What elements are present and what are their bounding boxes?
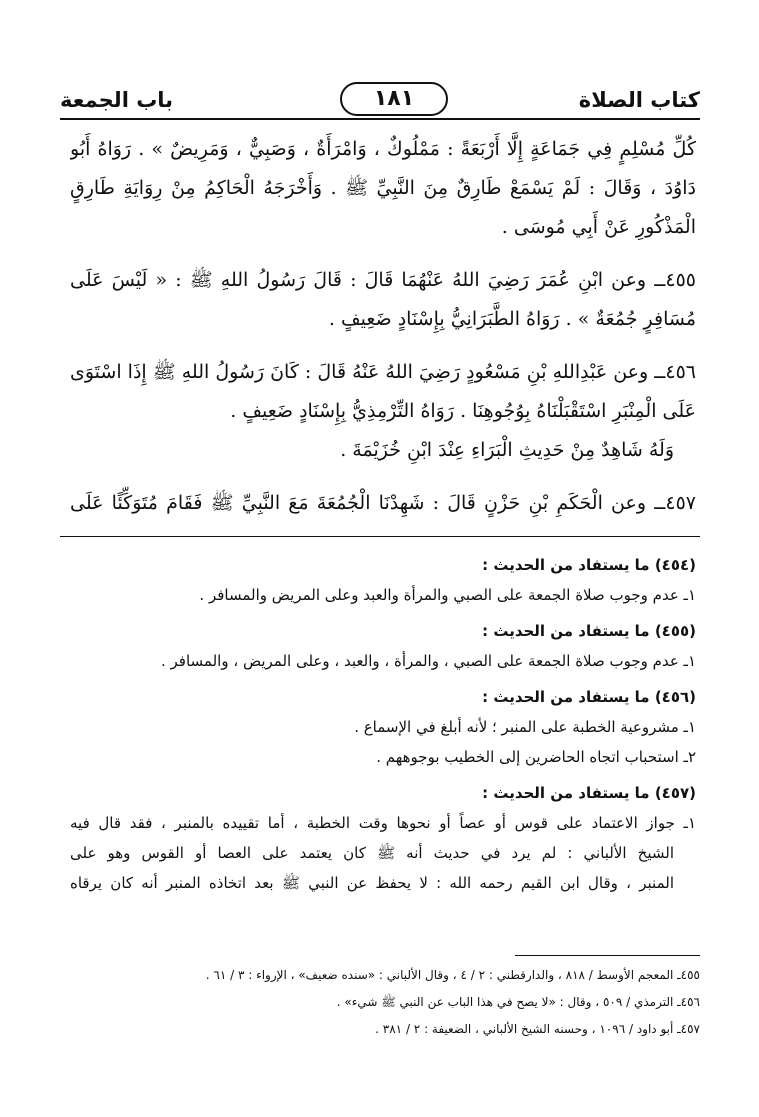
text-line: وَلَهُ شَاهِدٌ مِنْ حَدِيثِ الْبَرَاءِ عِنْدَ ابْنِ خُزَيْمَةَ . <box>340 439 674 461</box>
footnotes <box>200 962 700 1043</box>
benefit-item: ١ـ جواز الاعتماد على قوس أو عصاً أو نحوها وقت الخطبة ، أما تقييده بالمنبر ، فقد قال فيه <box>70 814 696 832</box>
text-line: دَاوُدَ ، وَقَالَ : لَمْ يَسْمَعْ طَارِقٌ مِنَ النَّبِيِّ ﷺ . وَأَخْرَجَهُ الْحَاكِمُ مِنْ رِوَايَةِ طَارِقٍ <box>70 177 696 199</box>
benefit-item: ١ـ عدم وجوب صلاة الجمعة على الصبي ، والمرأة ، والعبد ، وعلى المريض ، والمسافر . <box>160 652 696 670</box>
text-line: عَلَى الْمِنْبَرِ اسْتَقْبَلْنَاهُ بِوُجُوهِنَا . رَوَاهُ التِّرْمِذِيُّ بِإِسْنَادٍ ضَعِيفٍ . <box>230 400 696 422</box>
footnote-divider <box>515 955 700 956</box>
section-divider <box>60 536 700 537</box>
text-line: الْمَذْكُورِ عَنْ أَبِي مُوسَى . <box>501 216 696 238</box>
text-line: مُسَافِرٍ جُمُعَةٌ » . رَوَاهُ الطَّبَرَانِيُّ بِإِسْنَادٍ ضَعِيفٍ . <box>328 308 696 330</box>
benefit-heading: (٤٥٤) ما يستفاد من الحديث : <box>482 556 696 574</box>
chapter-title: باب الجمعة <box>60 88 174 112</box>
benefit-heading: (٤٥٥) ما يستفاد من الحديث : <box>482 622 696 640</box>
hadith-text <box>70 130 696 523</box>
benefit-heading: (٤٥٦) ما يستفاد من الحديث : <box>482 688 696 706</box>
hadith-456-line: ٤٥٦ــ وعن عَبْدِاللهِ بْنِ مَسْعُودٍ رَضِيَ اللهُ عَنْهُ قَالَ : كَانَ رَسُولُ اللهِ ﷺ إِذَا اسْتَوَى <box>70 361 696 383</box>
page-header <box>60 82 700 122</box>
hadith-457-line: ٤٥٧ــ وعن الْحَكَمِ بْنِ حَزْنٍ قَالَ : شَهِدْنَا الْجُمُعَةَ مَعَ النَّبِيِّ ﷺ فَقَامَ مُتَوَكِّئًا عَلَى <box>70 492 696 514</box>
benefit-item: ١ـ مشروعية الخطبة على المنبر ؛ لأنه أبلغ في الإسماع . <box>354 718 696 736</box>
page-number: ١٨١ <box>340 82 448 116</box>
footnote: ٤٥٦ـ الترمذي / ٥٠٩ ، وقال : «لا يصح في هذا الباب عن النبي ﷺ شيء» . <box>336 995 700 1009</box>
benefits-section <box>70 544 696 898</box>
book-title: كتاب الصلاة <box>578 88 700 112</box>
hadith-455-line: ٤٥٥ــ وعن ابْنِ عُمَرَ رَضِيَ اللهُ عَنْهُمَا قَالَ : قَالَ رَسُولُ اللهِ ﷺ : « لَيْسَ عَلَى <box>70 269 696 291</box>
header-divider <box>60 118 700 120</box>
benefit-item: المنبر ، وقال ابن القيم رحمه الله : لا يحفظ عن النبي ﷺ بعد اتخاذه المنبر أنه كان يرقاه <box>70 874 674 892</box>
text-line: كُلِّ مُسْلِمٍ فِي جَمَاعَةٍ إِلَّا أَرْبَعَةً : مَمْلُوكٌ ، وَامْرَأَةٌ ، وَصَبِيٌّ ، وَمَرِيضٌ » . رَوَاهُ أَبُو <box>70 138 696 160</box>
benefit-item: الشيخ الألباني : لم يرد في حديث أنه ﷺ كان يعتمد على العصا أو القوس وهو على <box>70 844 674 862</box>
benefit-item: ١ـ عدم وجوب صلاة الجمعة على الصبي والمرأة والعبد وعلى المريض والمسافر . <box>199 586 696 604</box>
benefit-item: ٢ـ استحباب اتجاه الحاضرين إلى الخطيب بوجوههم . <box>376 748 696 766</box>
footnote: ٤٥٥ـ المعجم الأوسط / ٨١٨ ، والدارقطني : ٢ / ٤ ، وقال الألباني : «سنده ضعيف» ، الإرواء : ٣ / ٦١ . <box>205 968 700 982</box>
benefit-heading: (٤٥٧) ما يستفاد من الحديث : <box>482 784 696 802</box>
footnote: ٤٥٧ـ أبو داود / ١٠٩٦ ، وحسنه الشيخ الألباني ، الضعيفة : ٢ / ٣٨١ . <box>375 1022 700 1036</box>
